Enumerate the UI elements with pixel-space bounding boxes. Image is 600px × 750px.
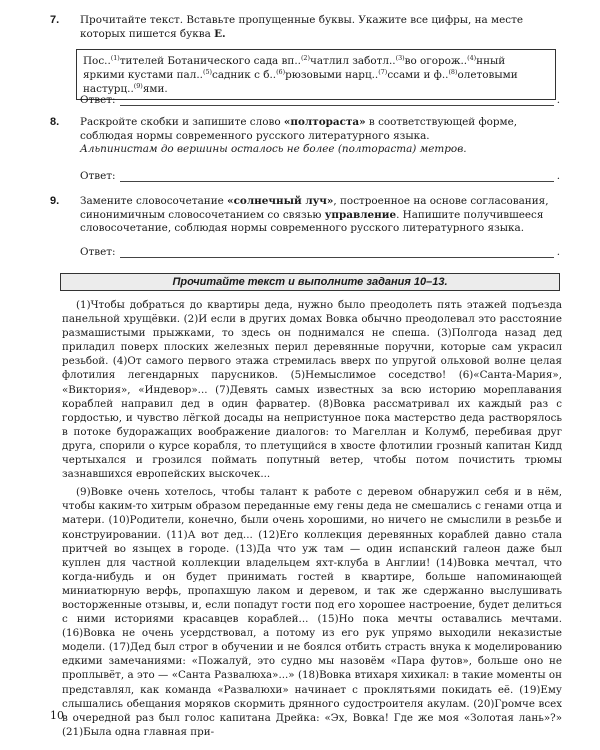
task-example: Альпинистам до вершины осталось не более (полтораста) метров. (80, 143, 467, 156)
task-number: 8. (50, 116, 60, 128)
task-instruction: Прочитайте текст. Вставьте пропущенные буквы. Укажите все цифры, на месте которых пишется буква Е. (80, 14, 523, 40)
answer-line[interactable] (120, 181, 554, 182)
answer-label: Ответ: (80, 94, 116, 106)
answer-label: Ответ: (80, 170, 116, 182)
task-instruction: Раскройте скобки и запишите слово «полтораста» в соответствующей форме, соблюдая нормы современного русского литературного языка. Альпинистам до вершины осталось не более (полтораста) метров. (80, 116, 518, 156)
task-instruction: Замените словосочетание «солнечный луч», построенное на основе согласования, синонимичным словосочетанием со связью управление. Напишите получившееся словосочетание, соблюдая нормы современного русского литературного языка. (80, 195, 549, 235)
passage-paragraph: (1)Чтобы добраться до квартиры деда, нужно было преодолеть пять этажей подъезда панельной хрущёвки. (2)И если в других домах Вовка обычно преодолевал это расстояние размашистыми прыжками, то здесь он поднимался не спеша. (3)Полгода назад дед приладил поверх плоских железных перил деревянные поручни, которые сам украсил резьбой. (4)От самого первого этажа стремилась вверх по упругой ольховой волне целая флотилия легендарных парусников. (5)Немыслимое соседство! (6)«Санта-Мария», «Виктория», «Индевор»... (7)Девять самых известных за всю историю мореплавания кораблей направил дед в один фарватер. (8)Вовка рассматривал их каждый раз с гордостью, и чувство лёгкой досады на непристунное пока мастерство деда растворялось в потоке будоражащих воображение диалогов: то Магеллан и Колумб, перебивая друг друга, спорили о курсе корабля, то плетущийся в хвосте флотилии грозный капитан Кидд чертыхался и грозился поймать попутный ветер, чтобы потом почистить трюмы зазнавшихся европейских выскочек... (62, 299, 562, 481)
fill-in-text-box: Пос..$^{(1)}$тителей Ботанического сада вп..$^{(2)}$чатлил заботл..$^{(3)}$во огорож..$^{(4)}$нный яркими кустами пал..$^{(5)}$садник с б..$^{(6)}$рюзовыми нарц..$^{(7)}$ссами и ф..$^{(8)}$олетовыми настурц..$^{(9)}$ями. (76, 49, 556, 100)
answer-line[interactable] (120, 105, 554, 106)
answer-field-7[interactable]: Ответ: . (80, 94, 560, 106)
task-number: 9. (50, 195, 60, 207)
task-number: 7. (50, 14, 60, 26)
reading-passage (62, 298, 562, 743)
answer-label: Ответ: (80, 246, 116, 258)
answer-field-8[interactable]: Ответ: . (80, 170, 560, 182)
reading-instruction-banner: Прочитайте текст и выполните задания 10–13. (60, 273, 560, 291)
page-number: 10 (50, 709, 64, 722)
passage-paragraph: (9)Вовке очень хотелось, чтобы талант к работе с деревом обнаружил себя и в нём, чтобы каким-то хитрым образом переданные ему гены деда не смешались с генами отца и матери. (10)Родители, конечно, были очень хорошими, но ничего не смыслили в резьбе и конструировании. (11)А вот дед... (12)Его коллекция деревянных кораблей давно стала притчей во языцех в городе. (13)Да что уж там — один испанский галеон даже был куплен для частной коллекции владельцем яхт-клуба в Англии! (14)Вовка мечтал, что когда-нибудь и он будет принимать гостей в квартире, больше напоминающей миниатюрную верфь, пропахшую лаком и деревом, и так же сдержанно выслушивать восторженные отзывы, и, если попадут гости под его хорошее настроение, будет делиться с ними историями красавцев кораблей... (15)Но пока мечты оставались мечтами. (16)Вовка не очень усердствовал, а потому из его рук упрямо выходили неказистые модели. (17)Дед был строг в обучении и не боялся отбить страсть внука к моделированию едкими замечаниями: «Пожалуй, это судно мы назовём «Пара футов», больше оно не проплывёт, а это — «Санта Развалюха»...» (18)Вовка втихаря хихикал: в такие моменты он представлял, как команда «Развалюхи» начинает с проклятьями покидать её. (19)Ему слышались обещания моряков скормить дрянного судостроителя акулам. (20)Громче всех в очередной раз был голос капитана Дрейка: «Эх, Вовка! Где же моя «Золотая лань»?» (21)Была одна главная при- (62, 486, 562, 738)
answer-field-9[interactable]: Ответ: . (80, 246, 560, 258)
answer-line[interactable] (120, 257, 554, 258)
